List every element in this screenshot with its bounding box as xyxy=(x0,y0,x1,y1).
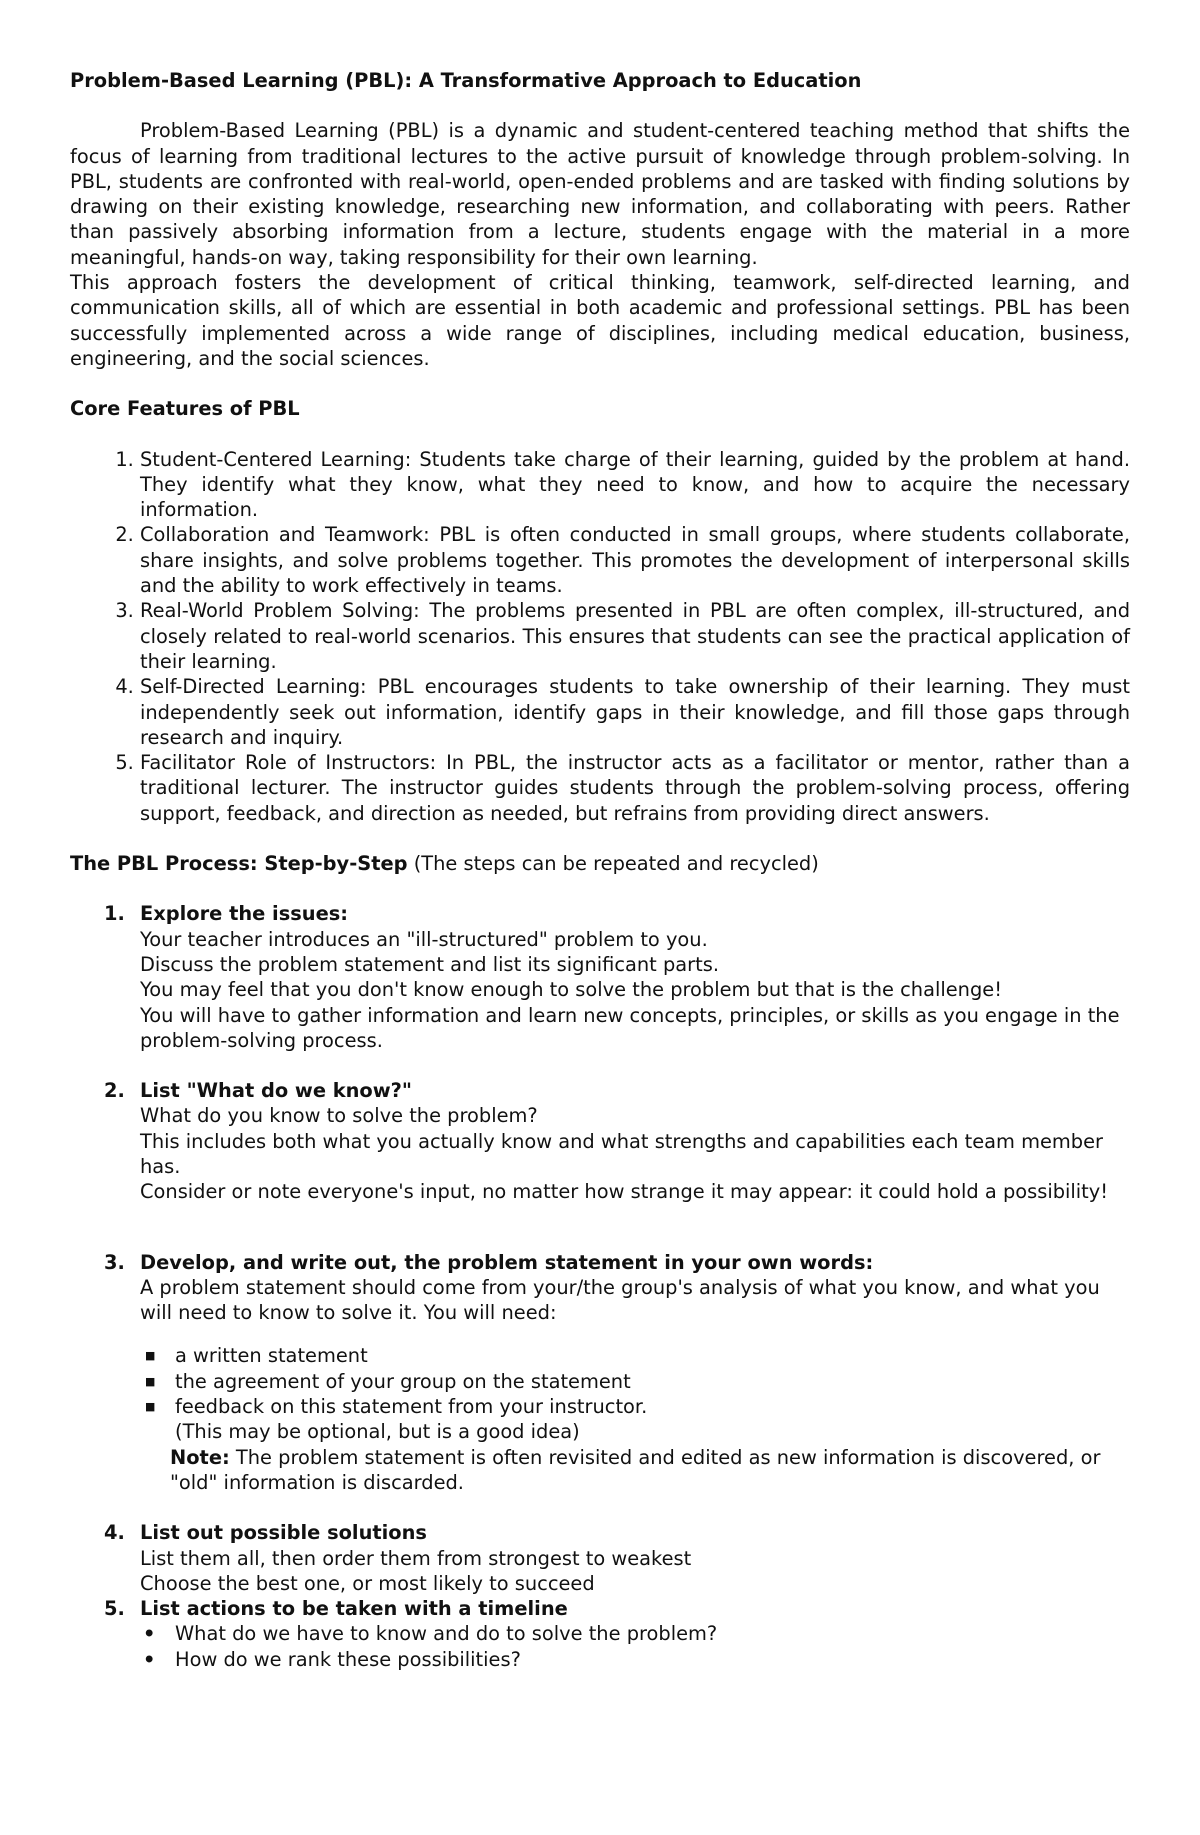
list-item: 4. Self-Directed Learning: PBL encourages students to take ownership of their learning. They must independently seek out information, identify gaps in their knowledge, and fill those gaps through research and inquiry. xyxy=(140,674,1130,750)
step-number: 5. xyxy=(104,1597,125,1621)
list-item xyxy=(145,1369,1130,1394)
square-bullet-icon: ■ xyxy=(145,1349,156,1363)
step-title: Explore the issues: xyxy=(140,902,349,926)
step-bullet-list xyxy=(140,1621,1130,1672)
process-subheading: (The steps can be repeated and recycled) xyxy=(413,852,819,876)
step-title: List actions to be taken with a timeline xyxy=(140,1597,568,1621)
square-bullet-icon: ■ xyxy=(145,1400,156,1414)
step-line: You may feel that you don't know enough to solve the problem but that is the challenge! xyxy=(140,978,1002,1002)
step-title: Develop, and write out, the problem statement in your own words: xyxy=(140,1250,874,1274)
note-label: Note: xyxy=(170,1445,230,1469)
step-bullet-list xyxy=(140,1343,1130,1419)
step-line: You will have to gather information and learn new concepts, principles, or skills as you engage in the problem-solving process. xyxy=(140,1003,1120,1052)
list-item: 2. Collaboration and Teamwork: PBL is often conducted in small groups, where students collaborate, share insights, and solve problems together. This promotes the development of interpersonal skills and the ability to work effectively in teams. xyxy=(140,522,1130,598)
bullet-text: How do we rank these possibilities? xyxy=(175,1647,521,1671)
process-heading: The PBL Process: Step-by-Step xyxy=(70,852,408,876)
step-line: Discuss the problem statement and list its significant parts. xyxy=(140,952,719,976)
round-bullet-icon: • xyxy=(143,1622,156,1646)
step-line: This includes both what you actually know and what strengths and capabilities each team member has. xyxy=(140,1129,1103,1178)
square-bullet-icon: ■ xyxy=(145,1374,156,1388)
list-item xyxy=(145,1343,1130,1368)
process-step-4 xyxy=(70,1520,1130,1596)
core-features-heading: Core Features of PBL xyxy=(70,397,300,421)
bullet-text: a written statement xyxy=(175,1344,368,1368)
step-line: List them all, then order them from strongest to weakest xyxy=(140,1546,692,1570)
step-title: List "What do we know?" xyxy=(140,1079,413,1103)
bullet-note: (This may be optional, but is a good idea) xyxy=(175,1420,580,1444)
step-line: Consider or note everyone's input, no matter how strange it may appear: it could hold a possibility! xyxy=(140,1180,1109,1204)
process-step-3 xyxy=(70,1250,1130,1496)
step-line: Choose the best one, or most likely to succeed xyxy=(140,1571,595,1595)
document-title: Problem-Based Learning (PBL): A Transformative Approach to Education xyxy=(70,69,862,92)
bullet-text: the agreement of your group on the statement xyxy=(175,1369,631,1393)
step-number: 4. xyxy=(104,1521,125,1545)
list-item xyxy=(143,1621,1130,1646)
intro-paragraph-2: This approach fosters the development of critical thinking, teamwork, self-directed learning, and communication skills, all of which are essential in both academic and professional settings. PBL has been successfully implemented across a wide range of disciplines, including medical education, business, engineering, and the social sciences. xyxy=(70,271,1130,370)
process-steps xyxy=(70,901,1130,1672)
core-features-list xyxy=(70,447,1130,826)
round-bullet-icon: • xyxy=(143,1647,156,1671)
list-item xyxy=(145,1394,1130,1419)
step-line: Your teacher introduces an "ill-structured" problem to you. xyxy=(140,927,708,951)
process-step-1 xyxy=(70,901,1130,1053)
list-item xyxy=(143,1647,1130,1672)
list-item: 3. Real-World Problem Solving: The problems presented in PBL are often complex, ill-structured, and closely related to real-world scenarios. This ensures that students can see the practical application of their learning. xyxy=(140,598,1130,674)
process-step-5 xyxy=(70,1596,1130,1672)
process-step-2 xyxy=(70,1078,1130,1204)
note-text: The problem statement is often revisited and edited as new information is discovered, or "old" information is discarded. xyxy=(170,1445,1101,1494)
step-number: 1. xyxy=(104,902,125,926)
bullet-text: What do we have to know and do to solve the problem? xyxy=(175,1622,718,1646)
bullet-text: feedback on this statement from your instructor. xyxy=(175,1395,648,1419)
note-paragraph xyxy=(135,1445,1130,1496)
step-line: A problem statement should come from your/the group's analysis of what you know, and what you will need to know to solve it. You will need: xyxy=(140,1275,1100,1325)
step-title: List out possible solutions xyxy=(140,1521,427,1545)
list-item: 1. Student-Centered Learning: Students take charge of their learning, guided by the problem at hand. They identify what they know, what they need to know, and how to acquire the necessary information. xyxy=(140,447,1130,523)
list-item: 5. Facilitator Role of Instructors: In PBL, the instructor acts as a facilitator or mentor, rather than a traditional lecturer. The instructor guides students through the problem-solving process, offering support, feedback, and direction as needed, but refrains from providing direct answers. xyxy=(140,750,1130,826)
step-line: What do you know to solve the problem? xyxy=(140,1104,538,1128)
step-number: 2. xyxy=(104,1079,125,1103)
intro-paragraph-1: Problem-Based Learning (PBL) is a dynamic and student-centered teaching method that shifts the focus of learning from traditional lectures to the active pursuit of knowledge through problem-solving. In PBL, students are confronted with real-world, open-ended problems and are tasked with finding solutions by drawing on their existing knowledge, researching new information, and collaborating with peers. Rather than passively absorbing information from a lecture, students engage with the material in a more meaningful, hands-on way, taking responsibility for their own learning. xyxy=(70,119,1130,269)
process-heading-line xyxy=(70,851,1130,876)
step-number: 3. xyxy=(104,1250,125,1274)
